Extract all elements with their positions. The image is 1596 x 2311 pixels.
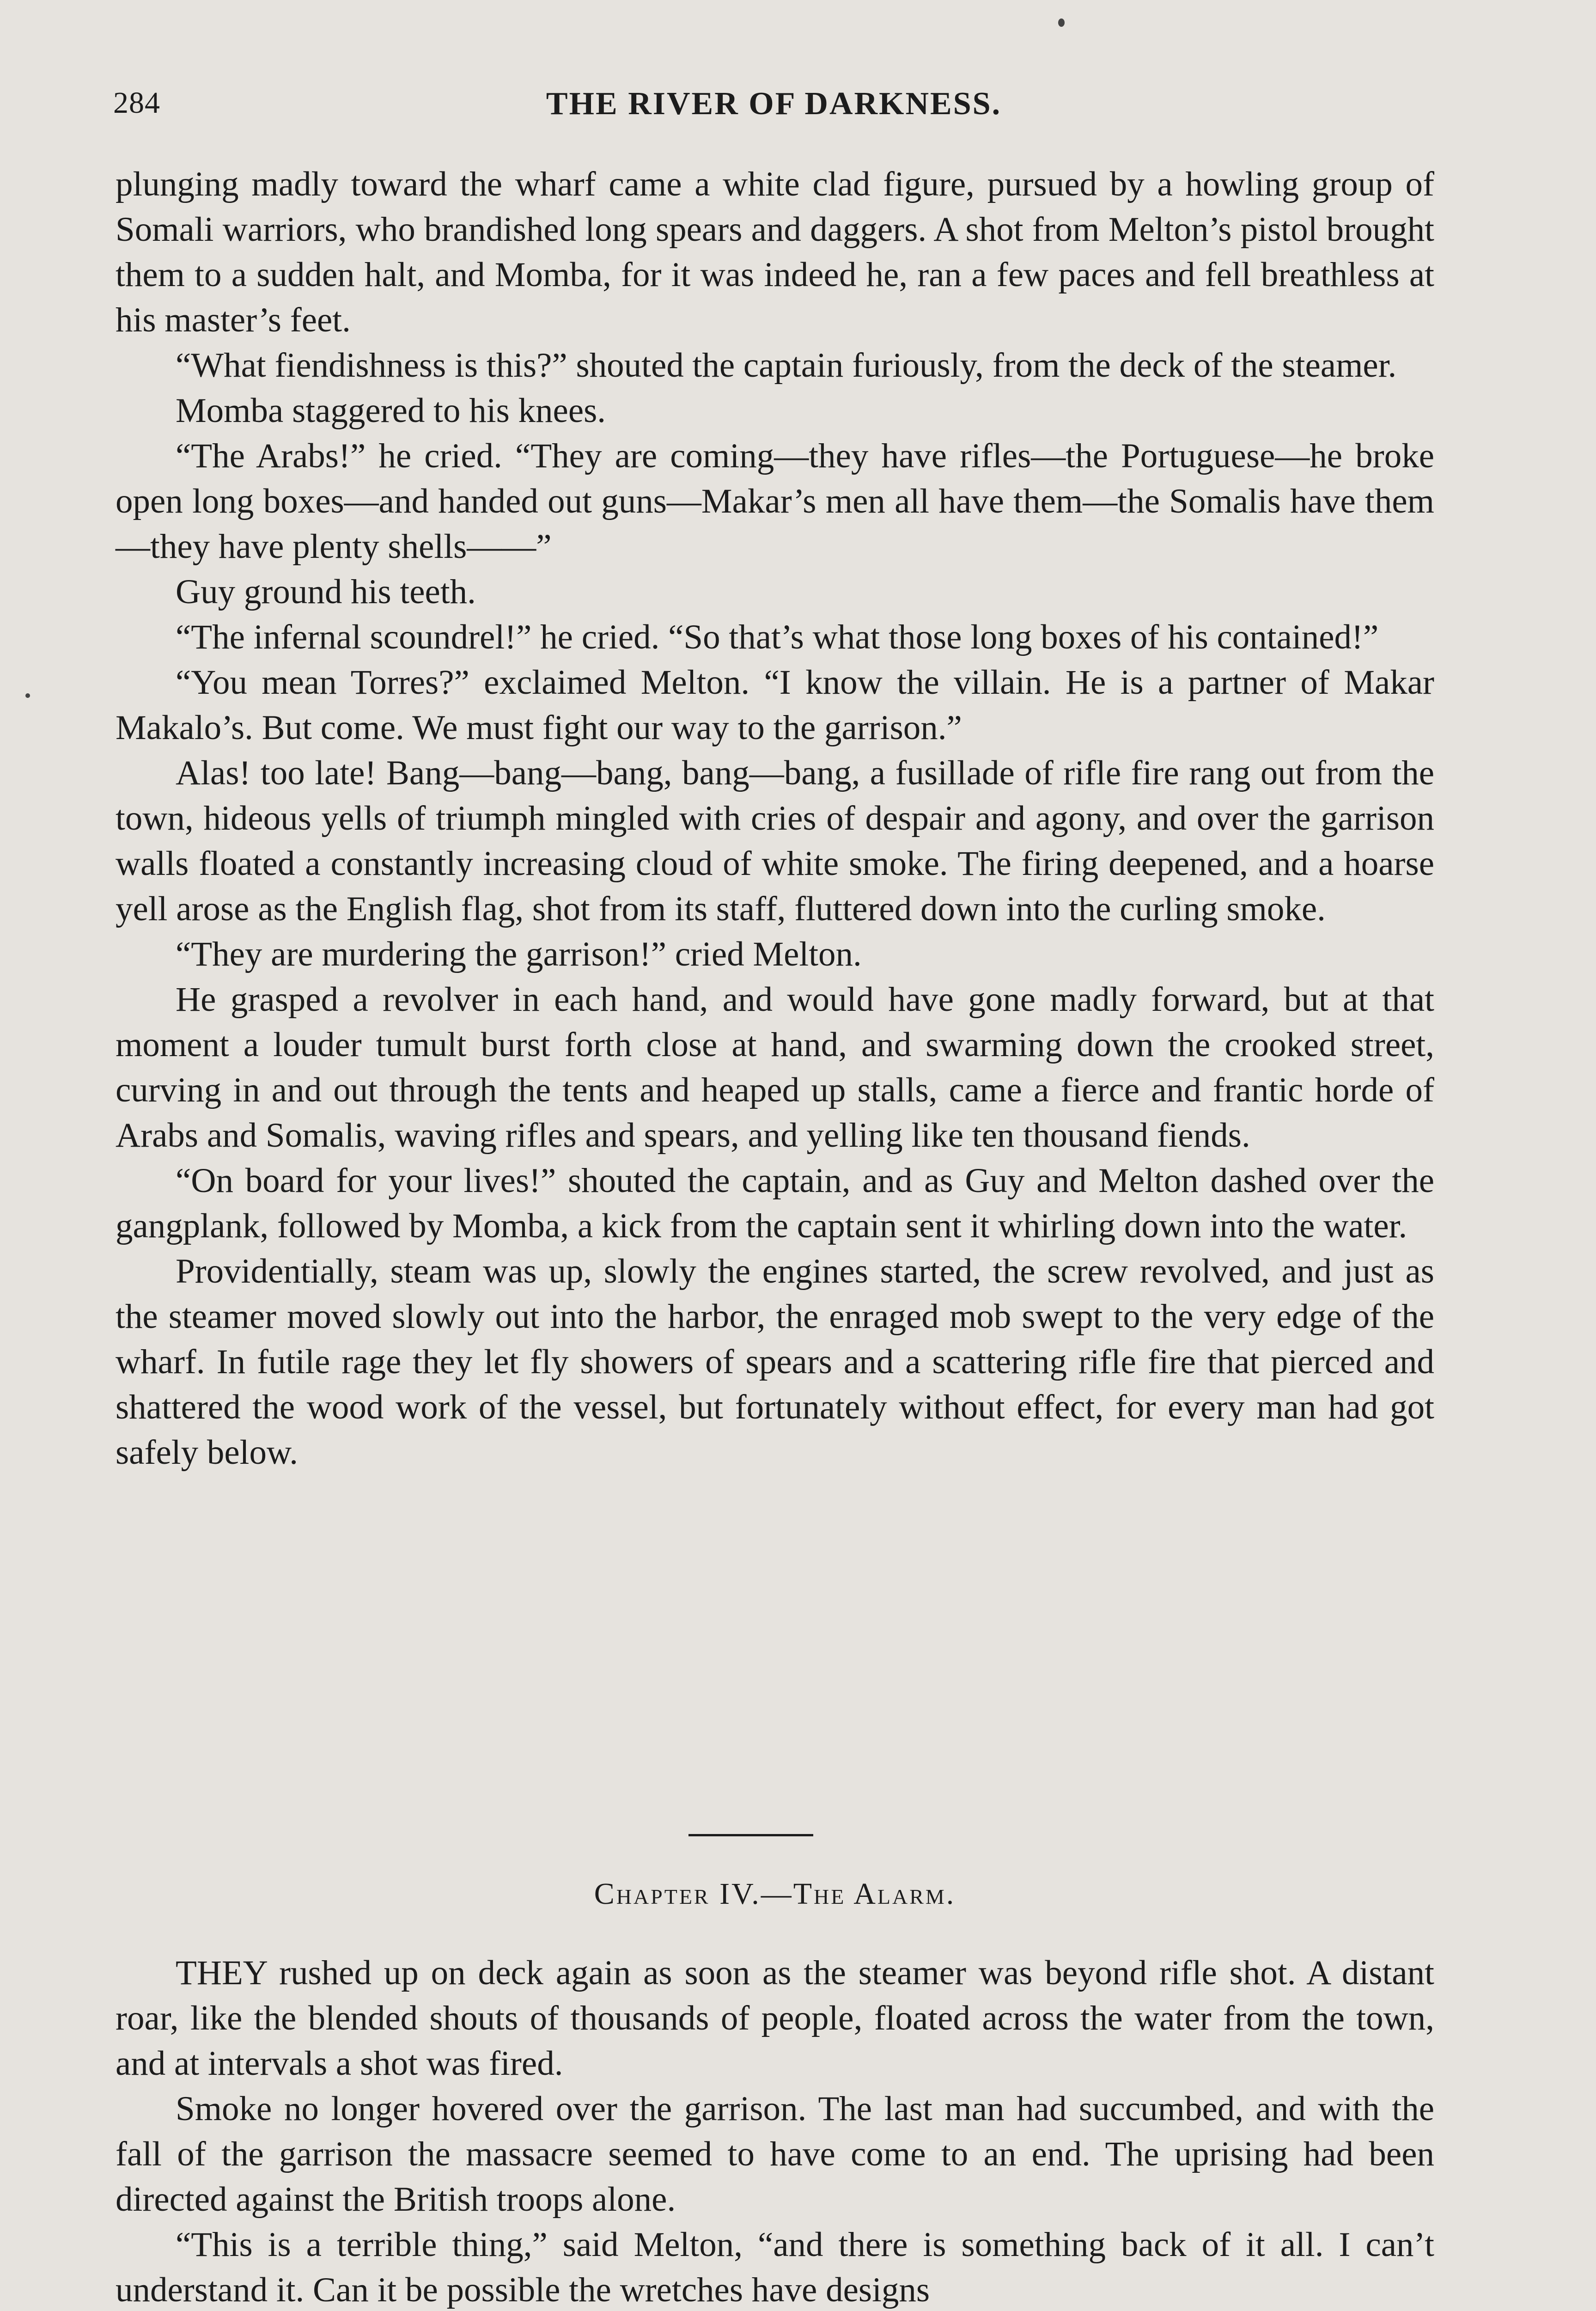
paragraph: He grasped a revolver in each hand, and would have gone madly forward, but at that moment a louder tumult burst forth close at hand, and swarming down the crooked street, curving in and out through the tents and heaped up stalls, came a fierce and frantic horde of Arabs and Somalis, waving rifles and spears, and yelling like ten thousand fiends. xyxy=(116,980,1434,1155)
chapter-heading: Chapter IV.—The Alarm. xyxy=(594,1877,956,1911)
paragraph: Guy ground his teeth. xyxy=(176,573,476,611)
paragraph: Alas! too late! Bang—bang—bang, bang—bang, a fusillade of rifle fire rang out from the town, hideous yells of triumph mingled with cries of despair and agony, and over the garrison walls floated a constantly increasing cloud of white smoke. The firing deepened, and a hoarse yell arose as the English flag, shot from its staff, fluttered down into the curling smoke. xyxy=(116,754,1434,928)
body-text-after-chapter xyxy=(116,1950,1434,2311)
paragraph: “The Arabs!” he cried. “They are coming—they have rifles—the Portuguese—he broke open long boxes—and handed out guns—Makar’s men all have them—the Somalis have them—they have plenty shells——” xyxy=(116,437,1434,566)
paragraph: Momba staggered to his knees. xyxy=(176,391,606,430)
paragraph: plunging madly toward the wharf came a white clad figure, pursued by a howling group of Somali warriors, who brandished long spears and daggers. A shot from Melton’s pistol brought them to a sudden halt, and Momba, for it was indeed he, ran a few paces and fell breathless at his master’s feet. xyxy=(116,165,1434,339)
body-text-before-chapter xyxy=(116,162,1434,1475)
print-speck xyxy=(1058,18,1065,27)
paragraph: THEY rushed up on deck again as soon as the steamer was beyond rifle shot. A distant roar, like the blended shouts of thousands of people, floated across the water from the town, and at intervals a shot was fired. xyxy=(116,1954,1434,2083)
print-speck xyxy=(25,693,30,698)
page-header xyxy=(113,81,1434,136)
paragraph: “The infernal scoundrel!” he cried. “So that’s what those long boxes of his contained!” xyxy=(176,618,1379,656)
paragraph: “You mean Torres?” exclaimed Melton. “I know the villain. He is a partner of Makar Makalo’s. But come. We must fight our way to the garrison.” xyxy=(116,663,1434,747)
paragraph: “What fiendishness is this?” shouted the captain furiously, from the deck of the steamer. xyxy=(176,346,1397,385)
section-divider-rule xyxy=(688,1834,813,1836)
paragraph: “They are murdering the garrison!” cried Melton. xyxy=(176,935,862,973)
paragraph: Smoke no longer hovered over the garrison. The last man had succumbed, and with the fall of the garrison the massacre seemed to have come to an end. The uprising had been directed against the British troops alone. xyxy=(116,2090,1434,2219)
paragraph: “On board for your lives!” shouted the captain, and as Guy and Melton dashed over the gangplank, followed by Momba, a kick from the captain sent it whirling down into the water. xyxy=(116,1162,1434,1245)
page-number: 284 xyxy=(113,86,160,120)
running-title: THE RIVER OF DARKNESS. xyxy=(546,86,1002,122)
paragraph: “This is a terrible thing,” said Melton, “and there is something back of it all. I can’t understand it. Can it be possible the wretches have designs xyxy=(116,2225,1434,2309)
paragraph: Providentially, steam was up, slowly the engines started, the screw revolved, and just as the steamer moved slowly out into the harbor, the enraged mob swept to the very edge of the wharf. In futile rage they let fly showers of spears and a scattering rifle fire that pierced and shattered the wood work of the vessel, but fortunately without effect, for every man had got safely below. xyxy=(116,1252,1434,1472)
